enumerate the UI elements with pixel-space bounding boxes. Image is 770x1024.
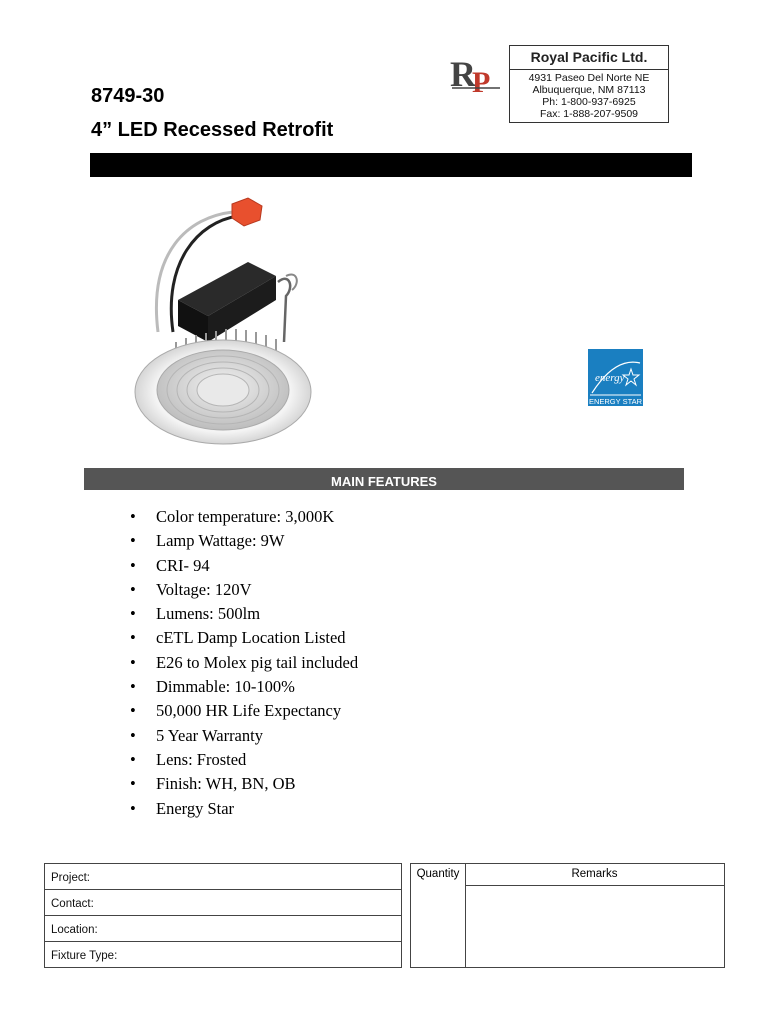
- header-divider-bar: [90, 153, 692, 177]
- list-item: • 5 Year Warranty: [110, 724, 358, 748]
- list-item: • E26 to Molex pig tail included: [110, 651, 358, 675]
- quantity-remarks-table: [410, 863, 725, 968]
- remarks-label: Remarks: [571, 868, 618, 880]
- company-phone: Ph: 1-800-937-6925: [542, 96, 636, 108]
- company-address-line1: 4931 Paseo Del Norte NE: [528, 72, 650, 84]
- energy-star-script: energy: [595, 372, 625, 384]
- list-item: • Lamp Wattage: 9W: [110, 529, 358, 553]
- product-name: 4” LED Recessed Retrofit: [91, 119, 334, 141]
- fixture-type-field[interactable]: [45, 942, 401, 968]
- svg-text:R: R: [450, 54, 476, 94]
- fixture-type-label: Fixture Type:: [51, 950, 118, 962]
- main-features-heading: MAIN FEATURES: [84, 468, 684, 490]
- project-info-table: [44, 863, 402, 968]
- led-retrofit-downlight-image: [128, 192, 318, 447]
- company-fax: Fax: 1-888-207-9509: [539, 108, 639, 120]
- quantity-label: Quantity: [416, 868, 460, 880]
- energy-star-logo-icon: [588, 349, 643, 406]
- location-field[interactable]: [45, 916, 401, 942]
- company-divider: [510, 69, 668, 70]
- list-item: • CRI- 94: [110, 554, 358, 578]
- list-item: • Lens: Frosted: [110, 748, 358, 772]
- contact-field[interactable]: [45, 890, 401, 916]
- project-label: Project:: [51, 872, 90, 884]
- model-number: 8749-30: [91, 85, 165, 107]
- energy-star-label: ENERGY STAR: [588, 397, 643, 406]
- features-list: [110, 505, 358, 821]
- list-item: • Energy Star: [110, 797, 358, 821]
- company-address-line2: Albuquerque, NM 87113: [532, 84, 646, 96]
- company-info-box: [509, 45, 669, 123]
- company-name: Royal Pacific Ltd.: [530, 49, 648, 65]
- list-item: • 50,000 HR Life Expectancy: [110, 699, 358, 723]
- svg-text:P: P: [472, 66, 491, 99]
- location-label: Location:: [51, 924, 98, 936]
- list-item: • cETL Damp Location Listed: [110, 626, 358, 650]
- project-field[interactable]: [45, 864, 401, 890]
- royal-pacific-logo-icon: [448, 52, 504, 100]
- contact-label: Contact:: [51, 898, 94, 910]
- list-item: • Dimmable: 10-100%: [110, 675, 358, 699]
- list-item: • Finish: WH, BN, OB: [110, 772, 358, 796]
- list-item: • Lumens: 500lm: [110, 602, 358, 626]
- list-item: • Voltage: 120V: [110, 578, 358, 602]
- list-item: • Color temperature: 3,000K: [110, 505, 358, 529]
- remarks-header-divider: [465, 885, 724, 886]
